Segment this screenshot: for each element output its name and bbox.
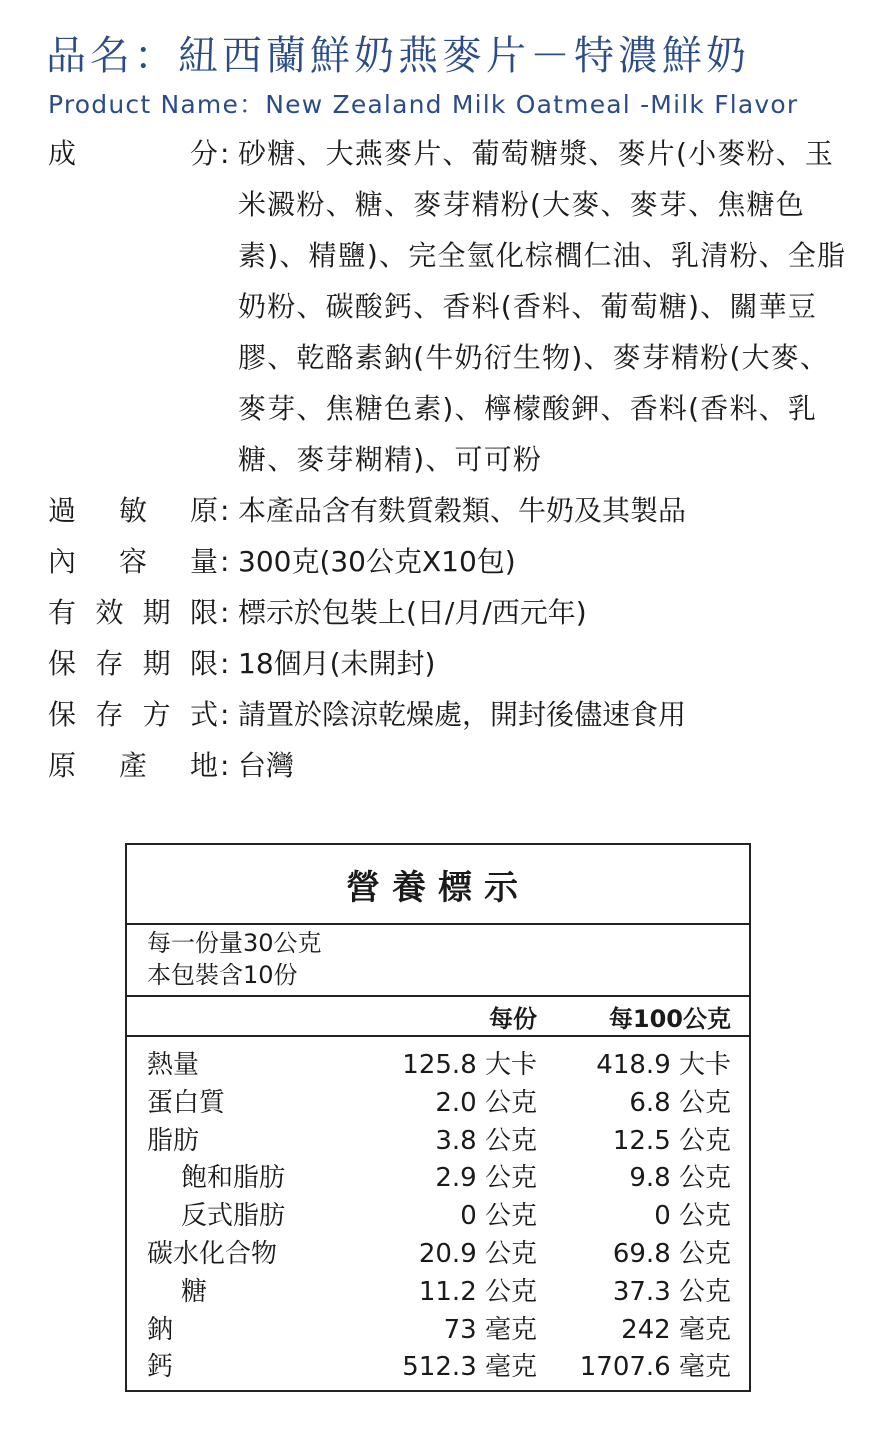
nutrition-facts-table: [125, 843, 751, 1392]
info-label-char: 保: [48, 647, 77, 680]
nutrition-row: [127, 1085, 749, 1123]
info-value: 台灣: [238, 749, 295, 782]
nutrition-rows: [127, 1037, 749, 1387]
info-label-char: 成: [48, 137, 77, 170]
per-serving-value: 0 公克: [460, 1201, 537, 1232]
nutrition-row: [127, 1047, 749, 1085]
info-row: [48, 587, 848, 638]
per-100g-value: 9.8 公克: [629, 1163, 731, 1194]
info-label-char: 式: [189, 698, 218, 731]
per-serving-value: 512.3 毫克: [402, 1352, 537, 1383]
nutrient-name: 鈣: [147, 1352, 174, 1383]
nutrient-name: 脂肪: [147, 1125, 200, 1156]
info-row: [48, 485, 848, 536]
per-serving-value: 11.2 公克: [418, 1276, 537, 1307]
info-label-char: 存: [95, 698, 124, 731]
info-row: [48, 638, 848, 689]
nutrition-row: [127, 1274, 749, 1312]
info-label: [48, 536, 218, 587]
info-colon: :: [220, 647, 230, 680]
info-value: 砂糖、大燕麥片、葡萄糖漿、麥片(小麥粉、玉米澱粉、糖、麥芽精粉(大麥、麥芽、焦糖色素)、精鹽)、完全氫化棕櫚仁油、乳清粉、全脂奶粉、碳酸鈣、香料(香料、葡萄糖)、關華豆膠、乾酪素鈉(牛奶衍生物)、麥芽精粉(大麥、麥芽、焦糖色素)、檸檬酸鉀、香料(香料、乳糖、麥芽糊精)、可可粉: [238, 137, 847, 476]
info-value: 請置於陰涼乾燥處，開封後儘速食用: [238, 698, 687, 731]
per-serving-value: 20.9 公克: [418, 1238, 537, 1269]
per-serving-value: 73 毫克: [443, 1314, 537, 1345]
info-row: [48, 689, 848, 740]
serving-info: [127, 925, 749, 997]
info-label-char: 原: [48, 749, 77, 782]
nutrient-name: 碳水化合物: [147, 1238, 278, 1269]
info-label: [48, 587, 218, 638]
nutrient-name: 鈉: [147, 1314, 174, 1345]
per-100g-value: 37.3 公克: [612, 1276, 731, 1307]
info-label: [48, 740, 218, 791]
nutrition-title: 營養標示: [127, 845, 749, 925]
info-label-char: 有: [48, 596, 77, 629]
product-name-chinese: 品名：紐西蘭鮮奶燕麥片－特濃鮮奶: [46, 33, 750, 79]
info-label-char: 原: [189, 494, 218, 527]
info-label-char: 效: [95, 596, 124, 629]
per-100g-value: 0 公克: [654, 1201, 731, 1232]
servings-per-pack: 本包裝含10份: [147, 961, 298, 989]
info-value: 18個月(未開封): [238, 647, 436, 680]
nutrition-row: [127, 1123, 749, 1161]
nutrient-name: 糖: [181, 1276, 208, 1307]
info-colon: :: [220, 494, 230, 527]
info-row: [48, 740, 848, 791]
info-label-char: 產: [118, 749, 147, 782]
info-colon: :: [220, 698, 230, 731]
nutrition-column-headers: [127, 997, 749, 1037]
info-label-char: 限: [189, 647, 218, 680]
info-label-char: 存: [95, 647, 124, 680]
per-serving-header: 每份: [489, 1005, 537, 1033]
per-100g-header: 每100公克: [608, 1005, 731, 1033]
serving-size: 每一份量30公克: [147, 929, 322, 957]
product-info-section: [48, 128, 848, 791]
info-label-char: 保: [48, 698, 77, 731]
info-value: 標示於包裝上(日/月/西元年): [238, 596, 587, 629]
info-label-char: 方: [142, 698, 171, 731]
info-label: [48, 485, 218, 536]
info-label-char: 期: [142, 647, 171, 680]
product-name-english: Product Name：New Zealand Milk Oatmeal -Milk Flavor: [48, 90, 799, 119]
per-100g-value: 418.9 大卡: [596, 1050, 731, 1080]
info-row: [48, 536, 848, 587]
nutrition-row: [127, 1160, 749, 1198]
info-colon: :: [220, 596, 230, 629]
per-serving-value: 3.8 公克: [435, 1125, 537, 1156]
per-serving-value: 125.8 大卡: [402, 1050, 537, 1080]
nutrient-name: 飽和脂肪: [181, 1163, 286, 1194]
nutrition-row: [127, 1349, 749, 1387]
nutrient-name: 熱量: [147, 1050, 200, 1080]
nutrient-name: 反式脂肪: [181, 1201, 286, 1232]
info-value: 300克(30公克X10包): [238, 545, 516, 578]
info-label-char: 分: [189, 137, 218, 170]
info-label-char: 內: [48, 545, 77, 578]
per-serving-value: 2.0 公克: [435, 1087, 537, 1118]
per-100g-value: 6.8 公克: [629, 1087, 731, 1118]
info-label-char: 容: [118, 545, 147, 578]
info-label: [48, 689, 218, 740]
info-colon: :: [220, 545, 230, 578]
info-label: [48, 128, 218, 179]
nutrient-name: 蛋白質: [147, 1087, 226, 1118]
info-value: 本產品含有麩質穀類、牛奶及其製品: [238, 494, 687, 527]
nutrition-row: [127, 1198, 749, 1236]
info-label-char: 敏: [118, 494, 147, 527]
info-label: [48, 638, 218, 689]
info-colon: :: [220, 749, 230, 782]
nutrition-row: [127, 1236, 749, 1274]
info-colon: :: [220, 137, 230, 170]
info-label-char: 期: [142, 596, 171, 629]
per-100g-value: 12.5 公克: [612, 1125, 731, 1156]
info-label-char: 過: [48, 494, 77, 527]
per-100g-value: 1707.6 毫克: [579, 1352, 731, 1383]
per-100g-value: 69.8 公克: [612, 1238, 731, 1269]
info-label-char: 量: [189, 545, 218, 578]
info-label-char: 地: [189, 749, 218, 782]
info-row: [48, 128, 848, 485]
per-100g-value: 242 毫克: [621, 1314, 731, 1345]
nutrition-row: [127, 1312, 749, 1350]
per-serving-value: 2.9 公克: [435, 1163, 537, 1194]
info-label-char: 限: [189, 596, 218, 629]
